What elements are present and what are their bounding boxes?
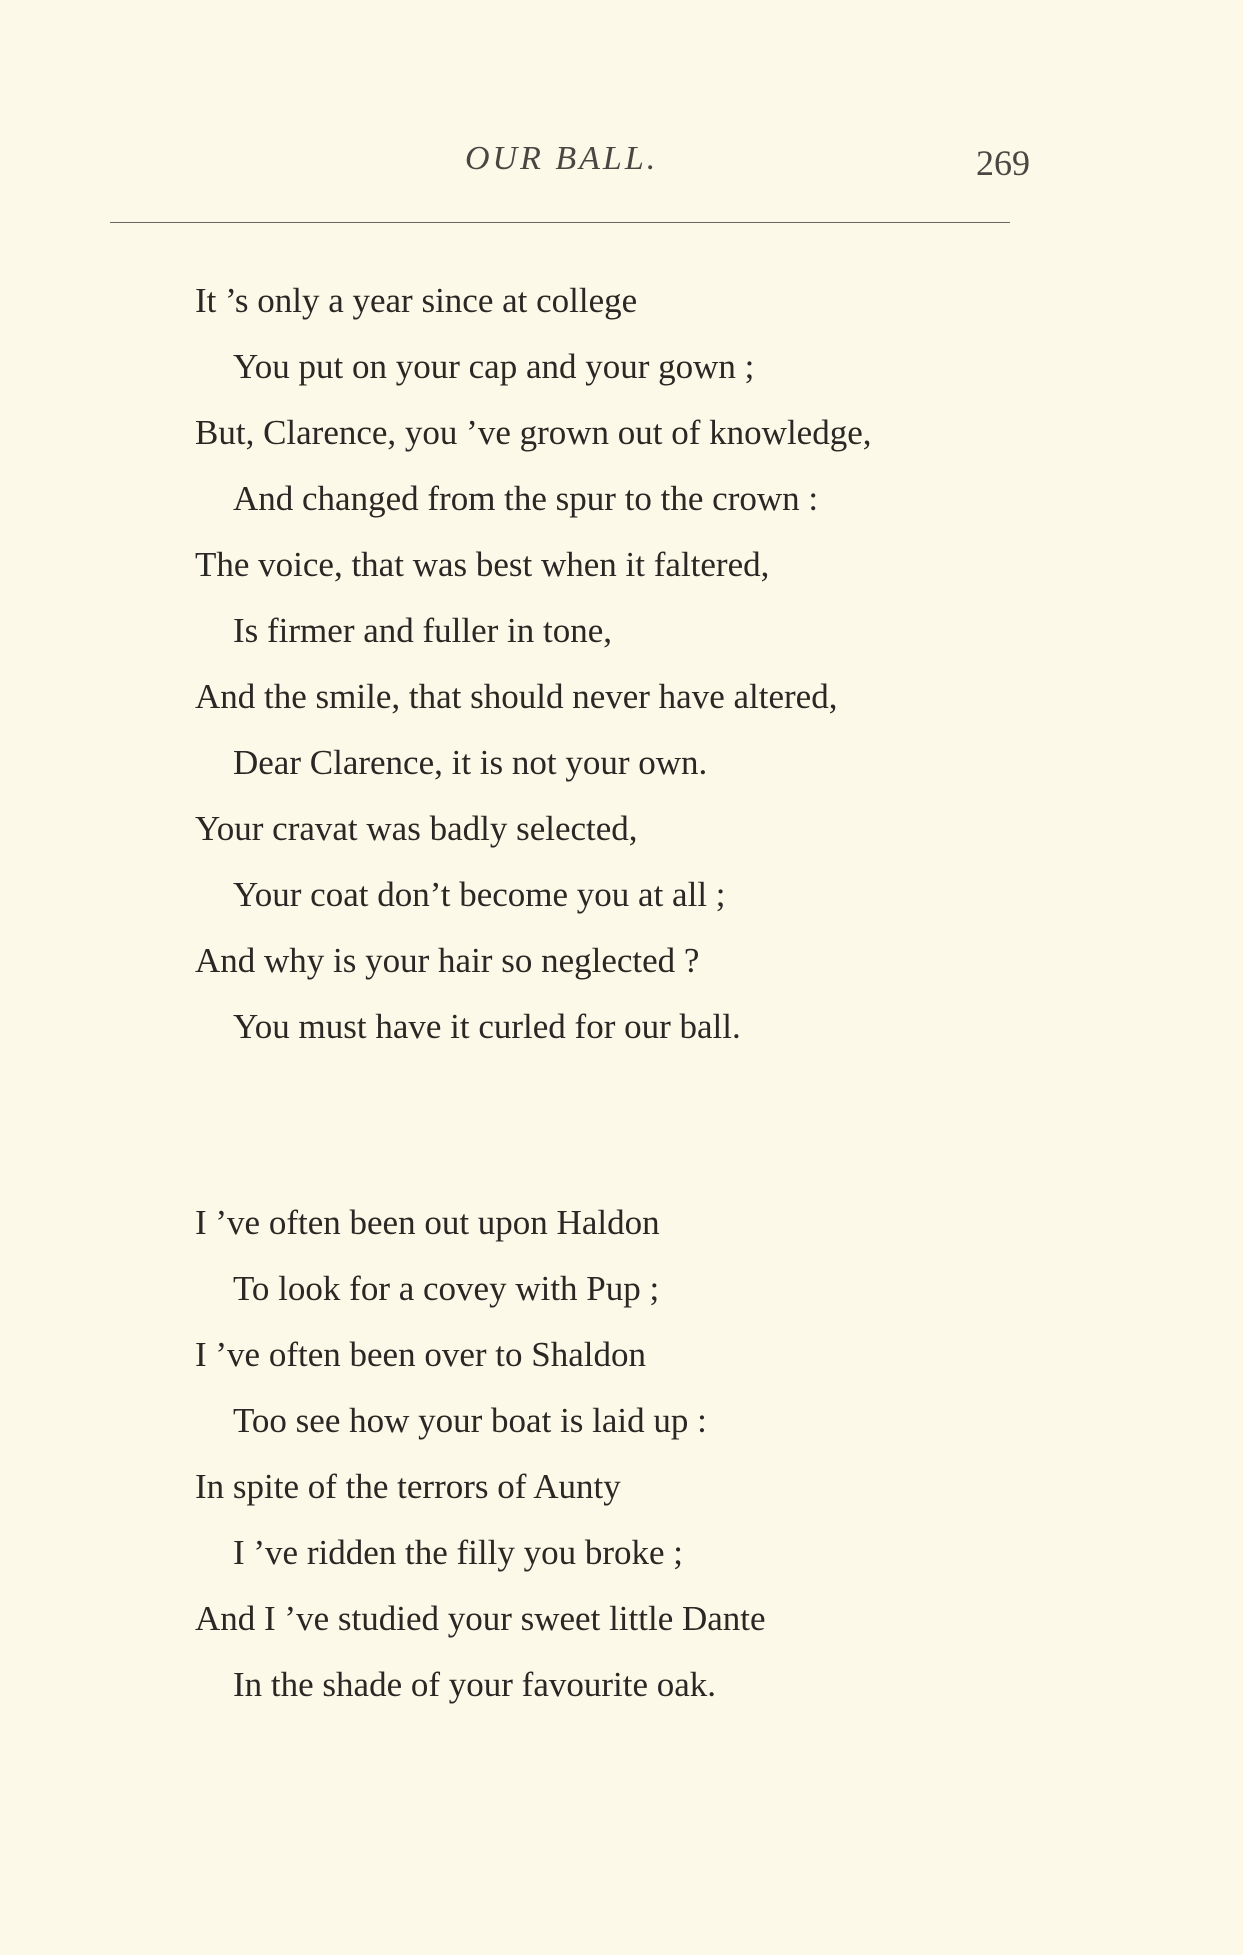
- verse-line: And the smile, that should never have altered,: [195, 677, 838, 716]
- verse-line: You put on your cap and your gown ;: [233, 347, 755, 386]
- verse-line: In spite of the terrors of Aunty: [195, 1467, 621, 1506]
- stanza-1: [195, 268, 1095, 1060]
- verse-line: The voice, that was best when it faltered,: [195, 545, 770, 584]
- stanza-2: [195, 1190, 1095, 1718]
- running-head: [0, 140, 1243, 190]
- verse-line: And I ’ve studied your sweet little Dante: [195, 1599, 766, 1638]
- verse-line: In the shade of your favourite oak.: [233, 1665, 717, 1704]
- verse-line: I ’ve ridden the filly you broke ;: [233, 1533, 684, 1572]
- page-number: 269: [976, 143, 1030, 183]
- verse-line: And changed from the spur to the crown :: [233, 479, 819, 518]
- header-rule: [110, 222, 1010, 223]
- verse-line: You must have it curled for our ball.: [233, 1007, 741, 1046]
- verse-line: Your cravat was badly selected,: [195, 809, 638, 848]
- verse-line: Your coat don’t become you at all ;: [233, 875, 726, 914]
- verse-line: Dear Clarence, it is not your own.: [233, 743, 708, 782]
- verse-line: Is firmer and fuller in tone,: [233, 611, 613, 650]
- verse-line: But, Clarence, you ’ve grown out of knowledge,: [195, 413, 872, 452]
- verse-line: To look for a covey with Pup ;: [233, 1269, 660, 1308]
- verse-line: And why is your hair so neglected ?: [195, 941, 700, 980]
- verse-line: Too see how your boat is laid up :: [233, 1401, 707, 1440]
- verse-line: I ’ve often been over to Shaldon: [195, 1335, 646, 1374]
- verse-line: It ’s only a year since at college: [195, 281, 638, 320]
- verse-line: I ’ve often been out upon Haldon: [195, 1203, 660, 1242]
- running-title: OUR BALL.: [465, 140, 659, 177]
